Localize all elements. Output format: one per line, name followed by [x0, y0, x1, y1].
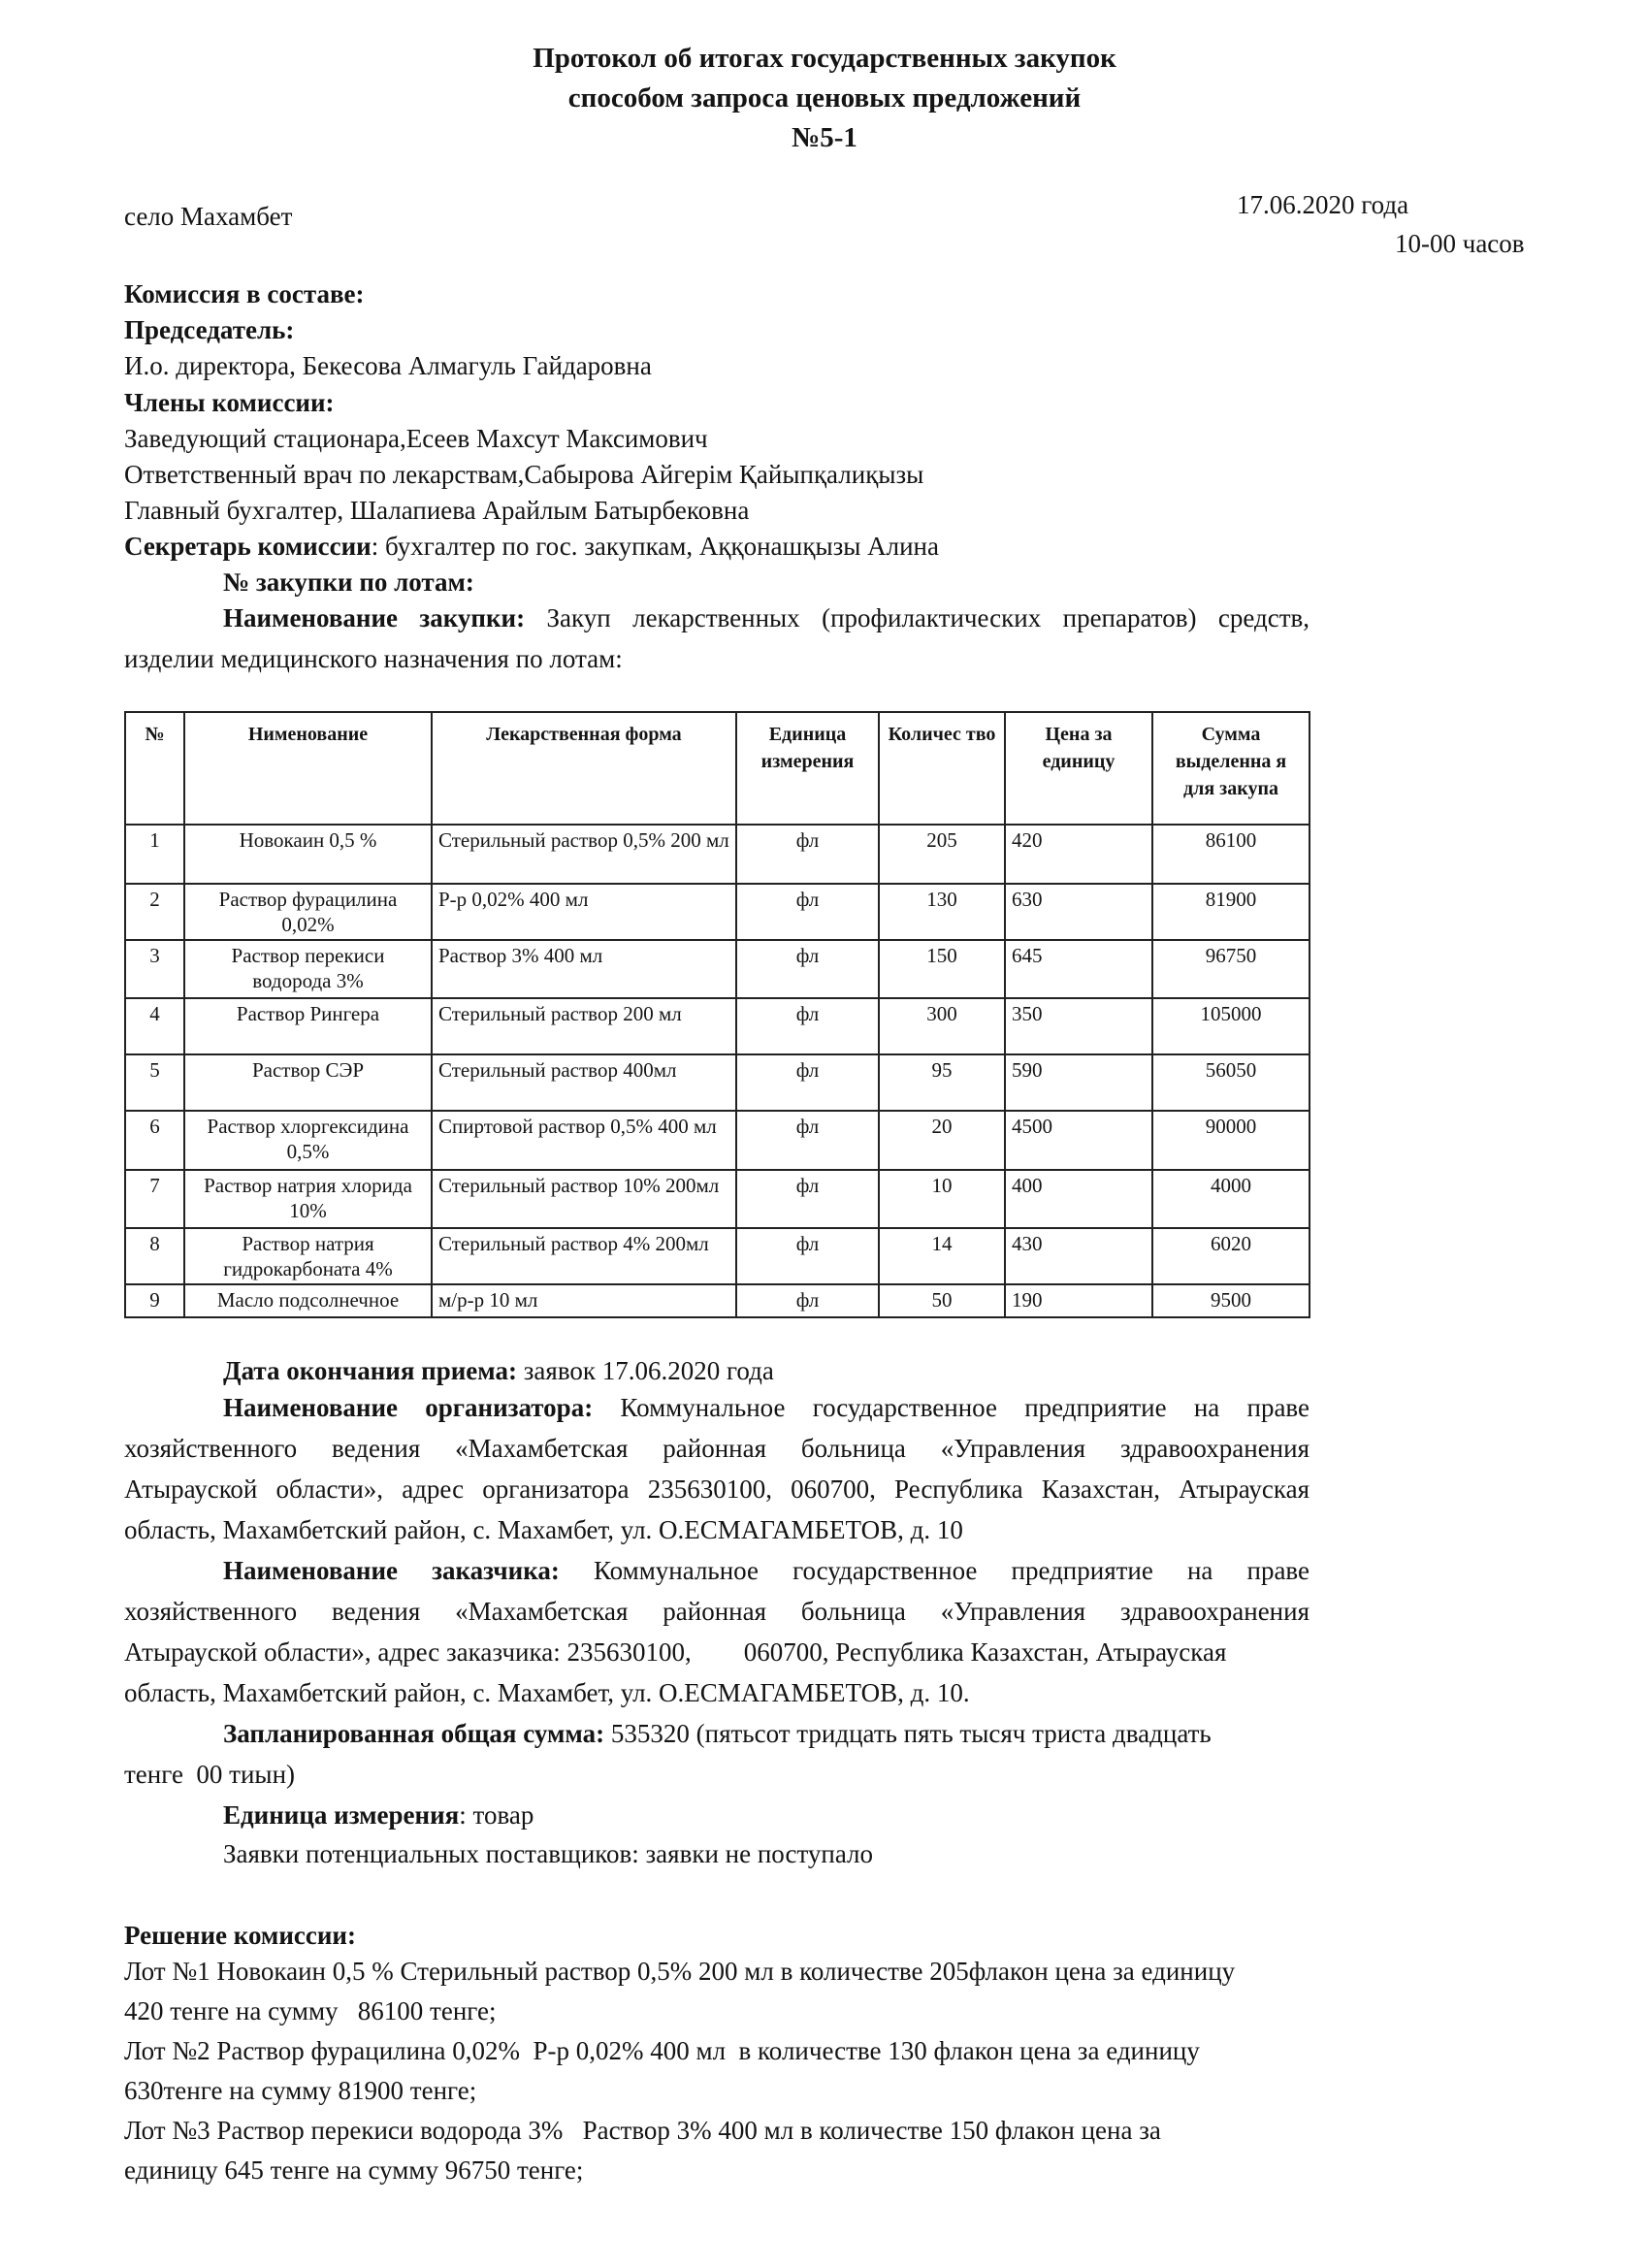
- cell-name: Раствор натрия хлорида 10%: [184, 1170, 432, 1228]
- table-row: [125, 1228, 1310, 1284]
- commission-heading: Комиссия в составе:: [124, 279, 365, 308]
- cell-sum: 105000: [1152, 998, 1310, 1054]
- header-name: Нименование: [184, 712, 432, 825]
- table-header-row: [125, 712, 1310, 825]
- cell-qty: 10: [879, 1170, 1005, 1228]
- decision-line-6: единицу 645 тенге на сумму 96750 тенге;: [124, 2155, 584, 2185]
- member-3: Главный бухгалтер, Шалапиева Арайлым Батырбековна: [124, 496, 750, 525]
- cell-form: Стерильный раствор 400мл: [432, 1054, 736, 1111]
- cell-qty: 150: [879, 940, 1005, 998]
- cell-price: 590: [1005, 1054, 1152, 1111]
- cell-form: Раствор 3% 400 мл: [432, 940, 736, 998]
- cell-qty: 14: [879, 1228, 1005, 1284]
- cell-unit: фл: [736, 1228, 879, 1284]
- cell-qty: 130: [879, 884, 1005, 940]
- cell-no: 4: [125, 998, 184, 1054]
- header-unit: Единица измерения: [736, 712, 879, 825]
- cell-no: 9: [125, 1284, 184, 1317]
- organizer-line-2: хозяйственного ведения «Махамбетская районная больница «Управления здравоохранения: [124, 1434, 1310, 1463]
- cell-name: Раствор перекиси водорода 3%: [184, 940, 432, 998]
- secretary-label: Секретарь комиссии: [124, 532, 372, 561]
- cell-form: Р-р 0,02% 400 мл: [432, 884, 736, 940]
- cell-price: 645: [1005, 940, 1152, 998]
- cell-unit: фл: [736, 998, 879, 1054]
- cell-unit: фл: [736, 884, 879, 940]
- unit-label: Единица измерения: [223, 1800, 460, 1830]
- decision-line-3: Лот №2 Раствор фурацилина 0,02% Р-р 0,02% 400 мл в количестве 130 флакон цена за единицу: [124, 2036, 1200, 2065]
- cell-price: 350: [1005, 998, 1152, 1054]
- cell-no: 5: [125, 1054, 184, 1111]
- table-row: [125, 1111, 1310, 1170]
- cell-form: м/р-р 10 мл: [432, 1284, 736, 1317]
- deadline-value: заявок 17.06.2020 года: [517, 1356, 774, 1385]
- procurement-name: [223, 603, 1310, 633]
- cell-no: 2: [125, 884, 184, 940]
- decision-line-1: Лот №1 Новокаин 0,5 % Стерильный раствор 0,5% 200 мл в количестве 205флакон цена за единицу: [124, 1957, 1236, 1986]
- cell-price: 400: [1005, 1170, 1152, 1228]
- table-row: [125, 1284, 1310, 1317]
- cell-name: Масло подсолнечное: [184, 1284, 432, 1317]
- cell-qty: 20: [879, 1111, 1005, 1170]
- customer-text-1: Коммунальное государственное предприятие на праве: [593, 1556, 1310, 1585]
- cell-unit: фл: [736, 940, 879, 998]
- procurement-name-line-1: Закуп лекарственных (профилактических препаратов) средств,: [546, 603, 1310, 632]
- procurement-name-label: Наименование закупки:: [223, 603, 526, 632]
- total-sum-value: 535320 (пятьсот тридцать пять тысяч триста двадцать: [604, 1719, 1212, 1748]
- total-sum-label: Запланированная общая сумма:: [223, 1719, 605, 1748]
- cell-qty: 95: [879, 1054, 1005, 1111]
- organizer-label: Наименование организатора:: [223, 1393, 594, 1422]
- document-title-line-1: Протокол об итогах государственных закупок: [533, 43, 1116, 74]
- protocol-time: 10-00 часов: [1395, 229, 1525, 258]
- total-sum-line-2: тенге 00 тиын): [124, 1760, 296, 1789]
- cell-sum: 96750: [1152, 940, 1310, 998]
- customer-line-4: область, Махамбетский район, с. Махамбет, ул. О.ЕСМАГАМБЕТОВ, д. 10.: [124, 1678, 970, 1707]
- cell-form: Стерильный раствор 0,5% 200 мл: [432, 825, 736, 884]
- cell-name: Раствор Рингера: [184, 998, 432, 1054]
- header-sum: Сумма выделенна я для закупа: [1152, 712, 1310, 825]
- cell-no: 3: [125, 940, 184, 998]
- customer-label: Наименование заказчика:: [223, 1556, 560, 1585]
- table-row: [125, 1054, 1310, 1111]
- table-row: [125, 998, 1310, 1054]
- protocol-date: 17.06.2020 года: [1237, 190, 1409, 219]
- cell-price: 430: [1005, 1228, 1152, 1284]
- header-no: №: [125, 712, 184, 825]
- cell-unit: фл: [736, 1170, 879, 1228]
- header-price: Цена за единицу: [1005, 712, 1152, 825]
- cell-sum: 90000: [1152, 1111, 1310, 1170]
- cell-unit: фл: [736, 825, 879, 884]
- cell-qty: 205: [879, 825, 1005, 884]
- lots-table: [124, 711, 1310, 1318]
- members-label: Члены комиссии:: [124, 388, 335, 417]
- organizer-line-4: область, Махамбетский район, с. Махамбет, ул. О.ЕСМАГАМБЕТОВ, д. 10: [124, 1515, 963, 1544]
- cell-sum: 81900: [1152, 884, 1310, 940]
- table-row: [125, 1170, 1310, 1228]
- cell-sum: 4000: [1152, 1170, 1310, 1228]
- cell-no: 6: [125, 1111, 184, 1170]
- header-qty: Количес тво: [879, 712, 1005, 825]
- cell-unit: фл: [736, 1054, 879, 1111]
- table-row: [125, 825, 1310, 884]
- chair-name: И.о. директора, Бекесова Алмагуль Гайдаровна: [124, 351, 652, 380]
- deadline-label: Дата окончания приема:: [223, 1356, 517, 1385]
- cell-name: Раствор натрия гидрокарбоната 4%: [184, 1228, 432, 1284]
- cell-price: 4500: [1005, 1111, 1152, 1170]
- cell-sum: 6020: [1152, 1228, 1310, 1284]
- total-sum: [223, 1719, 1212, 1749]
- organizer-text-1: Коммунальное государственное предприятие на праве: [620, 1393, 1310, 1422]
- customer-line-3: Атырауской области», адрес заказчика: 235630100, 060700, Республика Казахстан, Атырауская: [124, 1637, 1227, 1667]
- secretary: [124, 532, 939, 562]
- member-1: Заведующий стационара,Есеев Махсут Максимович: [124, 424, 708, 453]
- cell-form: Стерильный раствор 10% 200мл: [432, 1170, 736, 1228]
- cell-sum: 9500: [1152, 1284, 1310, 1317]
- cell-name: Новокаин 0,5 %: [184, 825, 432, 884]
- cell-price: 630: [1005, 884, 1152, 940]
- cell-form: Спиртовой раствор 0,5% 400 мл: [432, 1111, 736, 1170]
- decision-line-5: Лот №3 Раствор перекиси водорода 3% Раствор 3% 400 мл в количестве 150 флакон цена за: [124, 2116, 1161, 2145]
- supplier-bids: Заявки потенциальных поставщиков: заявки не поступало: [223, 1839, 874, 1868]
- unit-value: : товар: [459, 1800, 534, 1830]
- organizer-line-1: [223, 1393, 1310, 1423]
- table-row: [125, 940, 1310, 998]
- cell-qty: 50: [879, 1284, 1005, 1317]
- cell-unit: фл: [736, 1111, 879, 1170]
- cell-no: 7: [125, 1170, 184, 1228]
- decision-line-2: 420 тенге на сумму 86100 тенге;: [124, 1996, 497, 2025]
- place: село Махамбет: [124, 202, 293, 231]
- cell-no: 8: [125, 1228, 184, 1284]
- cell-name: Раствор СЭР: [184, 1054, 432, 1111]
- document-title-line-2: способом запроса ценовых предложений: [567, 82, 1082, 113]
- header-form: Лекарственная форма: [432, 712, 736, 825]
- secretary-name: : бухгалтер по гос. закупкам, Аққонашқызы Алина: [371, 532, 939, 561]
- unit-of-measure: [223, 1800, 534, 1831]
- cell-form: Стерильный раствор 4% 200мл: [432, 1228, 736, 1284]
- protocol-number: №5-1: [792, 122, 857, 153]
- decision-line-4: 630тенге на сумму 81900 тенге;: [124, 2076, 477, 2105]
- cell-price: 190: [1005, 1284, 1152, 1317]
- cell-form: Стерильный раствор 200 мл: [432, 998, 736, 1054]
- cell-price: 420: [1005, 825, 1152, 884]
- organizer-line-3: Атырауской области», адрес организатора 235630100, 060700, Республика Казахстан, Атырауская: [124, 1474, 1310, 1504]
- cell-sum: 56050: [1152, 1054, 1310, 1111]
- cell-unit: фл: [736, 1284, 879, 1317]
- cell-no: 1: [125, 825, 184, 884]
- chair-label: Председатель:: [124, 315, 295, 344]
- cell-sum: 86100: [1152, 825, 1310, 884]
- member-2: Ответственный врач по лекарствам,Сабырова Айгерім Қайыпқалиқызы: [124, 460, 924, 489]
- decision-heading: Решение комиссии:: [124, 1921, 356, 1950]
- cell-name: Раствор фурацилина 0,02%: [184, 884, 432, 940]
- lot-number-label: № закупки по лотам:: [223, 567, 474, 597]
- deadline: [223, 1356, 774, 1386]
- cell-qty: 300: [879, 998, 1005, 1054]
- procurement-name-line-2: изделии медицинского назначения по лотам:: [124, 644, 623, 673]
- table-row: [125, 884, 1310, 940]
- cell-name: Раствор хлоргексидина 0,5%: [184, 1111, 432, 1170]
- customer-line-1: [223, 1556, 1310, 1586]
- customer-line-2: хозяйственного ведения «Махамбетская районная больница «Управления здравоохранения: [124, 1597, 1310, 1626]
